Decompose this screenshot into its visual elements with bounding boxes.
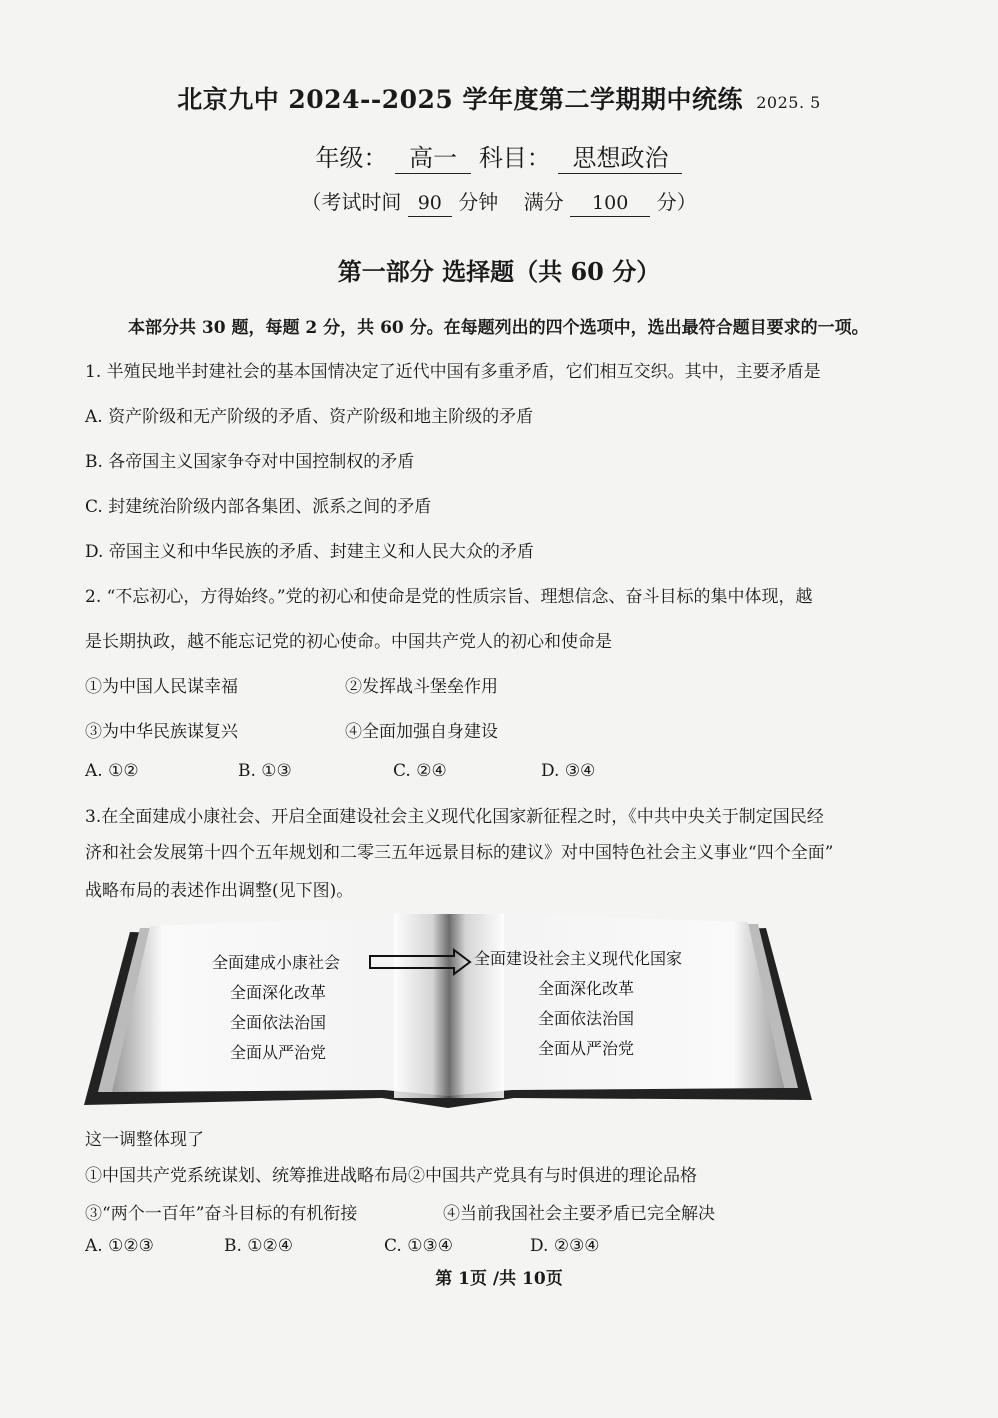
q2-option-b: B. ①③	[238, 761, 292, 781]
q2-item-3: ③为中华民族谋复兴	[85, 722, 238, 742]
score-value: 100	[570, 192, 650, 217]
time-score-line	[0, 186, 998, 217]
page-number: 第 1页 /共 10页	[435, 1269, 563, 1289]
q3-items-line1: ①中国共产党系统谋划、统筹推进战略布局②中国共产党具有与时俱进的理论品格	[85, 1166, 697, 1186]
open-book-figure	[84, 910, 812, 1112]
q1-option-d: D. 帝国主义和中华民族的矛盾、封建主义和人民大众的矛盾	[85, 542, 534, 562]
time-unit: 分钟	[458, 190, 499, 214]
q3-stem-line2: 济和社会发展第十四个五年规划和二零三五年远景目标的建议》对中国特色社会主义事业“四个全面”	[85, 843, 834, 863]
book-right-line-1: 全面建设社会主义现代化国家	[474, 951, 683, 968]
grade-label: 年级：	[315, 144, 388, 172]
q1-option-c: C. 封建统治阶级内部各集团、派系之间的矛盾	[85, 497, 432, 517]
q3-stem-line3: 战略布局的表述作出调整(见下图)。	[85, 881, 354, 901]
book-right-line-4: 全面从严治党	[538, 1041, 635, 1058]
subject-label: 科目：	[478, 144, 551, 172]
q2-option-d: D. ③④	[541, 761, 596, 781]
time-value: 90	[408, 192, 452, 217]
score-unit: 分）	[656, 190, 697, 214]
q2-option-c: C. ②④	[393, 761, 447, 781]
q3-option-a: A. ①②③	[85, 1236, 154, 1256]
book-left-line-4: 全面从严治党	[230, 1045, 327, 1062]
q2-option-a: A. ①②	[85, 761, 139, 781]
q2-item-2: ②发挥战斗堡垒作用	[345, 677, 498, 697]
q2-stem-line1: 2. “不忘初心，方得始终。”党的初心和使命是党的性质宗旨、理想信念、奋斗目标的集中体现，越	[85, 587, 813, 607]
section-intro: 本部分共 30 题，每题 2 分，共 60 分。在每题列出的四个选项中，选出最符合题目要求的一项。	[128, 318, 869, 338]
q3-prompt: 这一调整体现了	[85, 1130, 204, 1150]
section-title: 第一部分 选择题（共 60 分）	[337, 257, 661, 286]
q1-option-b: B. 各帝国主义国家争夺对中国控制权的矛盾	[85, 452, 415, 472]
book-right-line-2: 全面深化改革	[538, 981, 635, 998]
exam-date: 2025. 5	[756, 93, 821, 112]
q3-option-b: B. ①②④	[224, 1236, 294, 1256]
book-right-line-3: 全面依法治国	[538, 1011, 635, 1028]
time-prefix: （考试时间	[301, 190, 402, 214]
q3-option-d: D. ②③④	[530, 1236, 600, 1256]
q3-item-4: ④当前我国社会主要矛盾已完全解决	[443, 1204, 715, 1224]
score-prefix: 满分	[523, 190, 564, 214]
q2-item-4: ④全面加强自身建设	[345, 722, 498, 742]
q1-stem: 1. 半殖民地半封建社会的基本国情决定了近代中国有多重矛盾，它们相互交织。其中，主要矛盾是	[85, 362, 821, 382]
q3-item-3: ③“两个一百年”奋斗目标的有机衔接	[85, 1204, 358, 1224]
q2-item-1: ①为中国人民谋幸福	[85, 677, 238, 697]
q1-option-a: A. 资产阶级和无产阶级的矛盾、资产阶级和地主阶级的矛盾	[85, 407, 534, 427]
grade-subject-line	[0, 138, 998, 174]
book-spine	[394, 914, 504, 1098]
q3-stem-line1: 3.在全面建成小康社会、开启全面建设社会主义现代化国家新征程之时，《中共中央关于制定国民经	[85, 807, 824, 827]
grade-value: 高一	[395, 143, 471, 174]
exam-title	[0, 80, 998, 116]
q2-stem-line2: 是长期执政，越不能忘记党的初心使命。中国共产党人的初心和使命是	[85, 632, 612, 652]
book-left-line-1: 全面建成小康社会	[212, 955, 341, 972]
subject-value: 思想政治	[558, 143, 682, 174]
book-left-line-2: 全面深化改革	[230, 985, 327, 1002]
book-left-line-3: 全面依法治国	[230, 1015, 327, 1032]
q3-option-c: C. ①③④	[384, 1236, 453, 1256]
title-text: 北京九中 2024--2025 学年度第二学期期中统练	[177, 85, 744, 114]
